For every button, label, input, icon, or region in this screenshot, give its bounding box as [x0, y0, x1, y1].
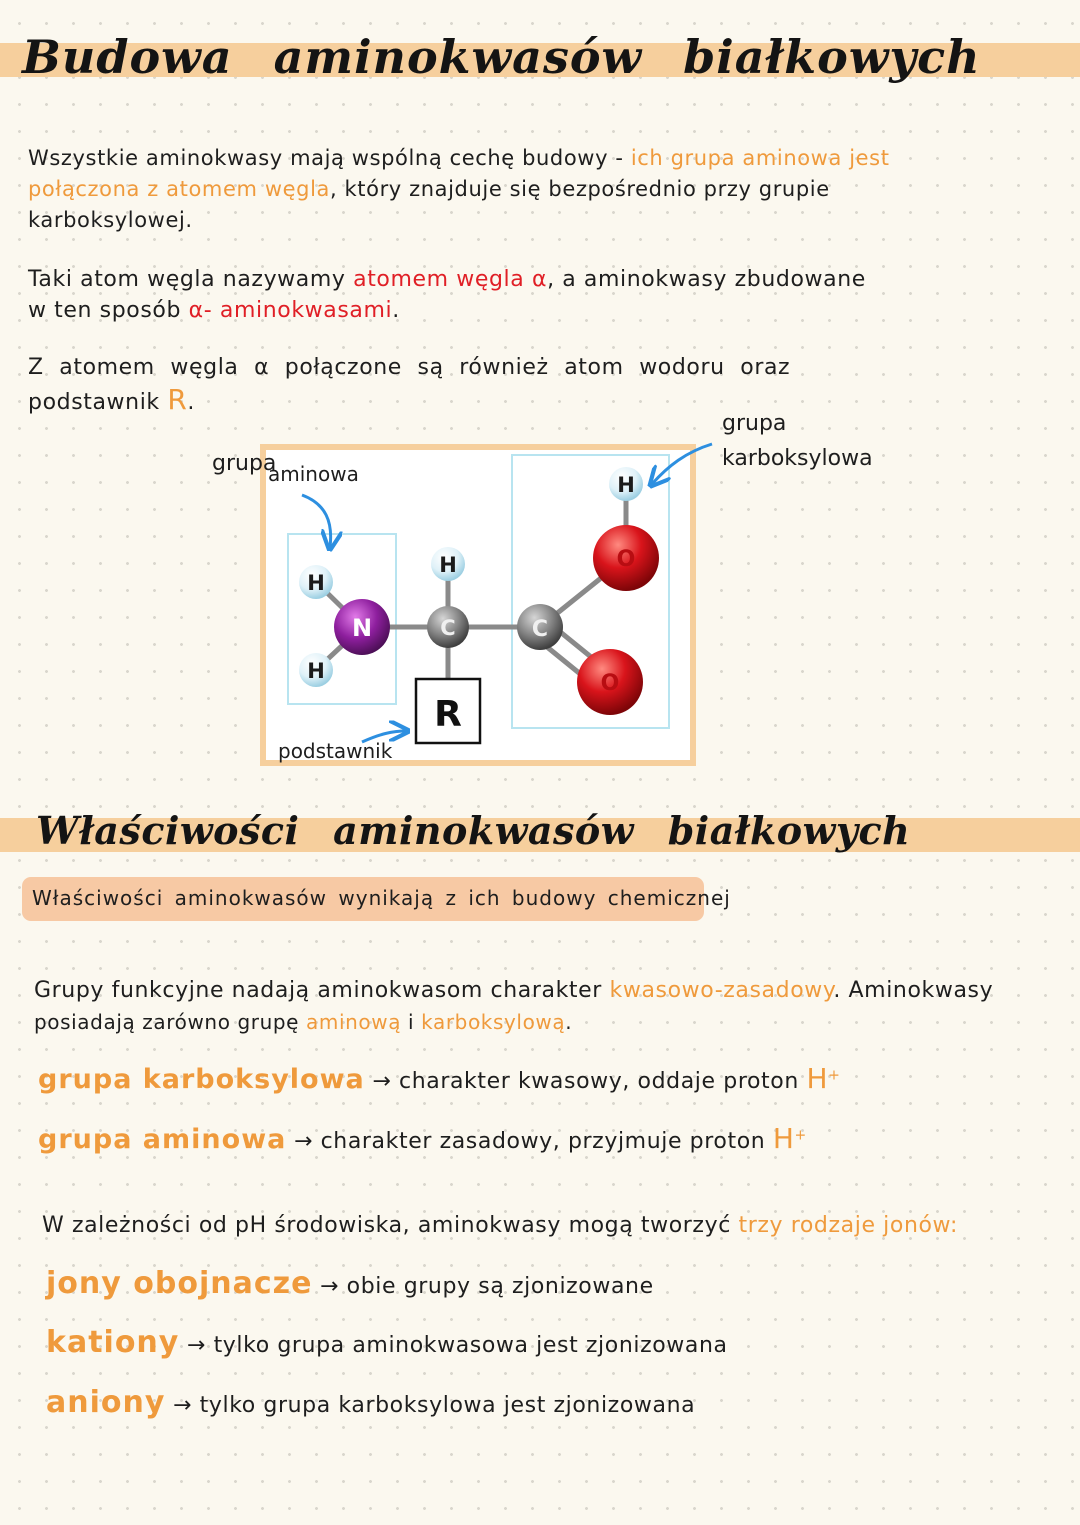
- text-segment: kwasowo-zasadowy: [609, 978, 834, 1003]
- hydrogen-atom: [299, 565, 333, 599]
- proton-symbol: H: [772, 1122, 795, 1155]
- text-segment: . Aminokwasy: [833, 978, 994, 1003]
- functional-group-row: [38, 1122, 807, 1155]
- group-description: charakter kwasowy, oddaje proton: [399, 1069, 807, 1094]
- text-segment: .: [565, 1010, 573, 1034]
- arrow-icon: →: [286, 1129, 321, 1154]
- ion-term: aniony: [46, 1385, 166, 1420]
- svg-text:H: H: [617, 473, 635, 497]
- alpha-carbon-atom: [427, 606, 469, 648]
- label-amino-group: grupa: [212, 451, 277, 476]
- hydrogen-atom: [299, 653, 333, 687]
- svg-text:R: R: [434, 694, 462, 735]
- text-segment: podstawnik: [28, 390, 168, 415]
- ion-description: obie grupy są zjonizowane: [346, 1274, 654, 1299]
- svg-text:O: O: [600, 671, 620, 696]
- group-term: grupa karboksylowa: [38, 1064, 365, 1095]
- text-segment: α- aminokwasami: [188, 298, 393, 323]
- arrow-icon: →: [364, 1069, 400, 1094]
- label-amino-group: aminowa: [268, 462, 359, 486]
- ion-type-row: [46, 1385, 695, 1420]
- section-title-structure: Budowa aminokwasów białkowych: [22, 30, 981, 84]
- r-group-box: [416, 679, 480, 743]
- text-segment: połączona z atomem węgla: [28, 177, 330, 201]
- label-substituent: podstawnik: [278, 739, 393, 763]
- text-segment: karboksylową: [421, 1010, 566, 1034]
- carboxyl-carbon-atom: [517, 604, 563, 650]
- section-title-properties: Właściwości aminokwasów białkowych: [36, 808, 911, 853]
- svg-text:N: N: [351, 614, 373, 642]
- text-segment: aminową: [306, 1010, 402, 1034]
- arrow-icon: →: [179, 1333, 214, 1358]
- text-segment: .: [392, 298, 400, 323]
- hydrogen-atom: [609, 467, 643, 501]
- text-segment: w ten sposób: [28, 298, 189, 323]
- proton-symbol: H: [806, 1062, 829, 1095]
- paragraph-line: [34, 975, 993, 1006]
- group-description: charakter zasadowy, przyjmuje proton: [320, 1129, 773, 1154]
- paragraph-line: [28, 295, 400, 326]
- paragraph-line: Z atomem węgla α połączone są również atom wodoru oraz: [28, 355, 791, 380]
- ion-description: tylko grupa aminokwasowa jest zjonizowana: [213, 1333, 728, 1358]
- text-segment: ich grupa aminowa jest: [630, 146, 890, 170]
- ion-type-row: [46, 1266, 654, 1301]
- group-term: grupa aminowa: [38, 1124, 287, 1155]
- paragraph-line: karboksylowej.: [28, 208, 193, 232]
- hydrogen-atom: [431, 547, 465, 581]
- text-segment: Taki atom węgla nazywamy: [28, 267, 354, 292]
- text-segment: Grupy funkcyjne nadają aminokwasom charakter: [34, 978, 610, 1003]
- ion-term: kationy: [46, 1325, 180, 1360]
- svg-text:C: C: [531, 617, 549, 642]
- svg-text:H: H: [307, 571, 325, 595]
- svg-text:H: H: [439, 553, 457, 577]
- paragraph-line: [28, 264, 866, 295]
- paragraph-line: [28, 143, 890, 174]
- text-segment: i: [401, 1010, 422, 1034]
- label-carboxyl-group: grupa: [722, 411, 787, 436]
- text-segment: , a aminokwasy zbudowane: [547, 267, 866, 292]
- text-segment: W zależności od pH środowiska, aminokwasy mogą tworzyć: [42, 1213, 739, 1238]
- arrow-icon: →: [165, 1393, 200, 1418]
- paragraph-line: [42, 1210, 958, 1241]
- oxygen-atom: [577, 649, 643, 715]
- amino-acid-diagram: [0, 400, 1080, 820]
- ion-type-row: [46, 1325, 728, 1360]
- svg-text:H: H: [307, 659, 325, 683]
- text-segment: atomem węgla α: [353, 267, 548, 292]
- text-segment: .: [187, 390, 195, 415]
- text-segment: , który znajduje się bezpośrednio przy grupie: [329, 177, 830, 201]
- nitrogen-atom: [334, 599, 390, 655]
- arrow-icon: →: [312, 1274, 347, 1299]
- text-segment: posiadają zarówno grupę: [34, 1010, 307, 1034]
- ion-description: tylko grupa karboksylowa jest zjonizowana: [199, 1393, 696, 1418]
- text-segment: Wszystkie aminokwasy mają wspólną cechę budowy -: [28, 146, 631, 170]
- proton-charge: +: [794, 1127, 807, 1144]
- text-segment: trzy rodzaje jonów:: [738, 1213, 958, 1238]
- functional-group-row: [38, 1062, 840, 1095]
- svg-text:O: O: [616, 547, 636, 572]
- proton-charge: +: [828, 1067, 841, 1084]
- paragraph-line: [28, 174, 830, 205]
- substituent-r: R: [167, 383, 188, 416]
- svg-text:C: C: [440, 616, 456, 640]
- highlight-text: Właściwości aminokwasów wynikają z ich budowy chemicznej: [32, 886, 731, 910]
- oxygen-atom: [593, 525, 659, 591]
- ion-term: jony obojnacze: [46, 1266, 313, 1301]
- paragraph-line: [34, 1007, 572, 1038]
- label-carboxyl-group: karboksylowa: [722, 446, 873, 471]
